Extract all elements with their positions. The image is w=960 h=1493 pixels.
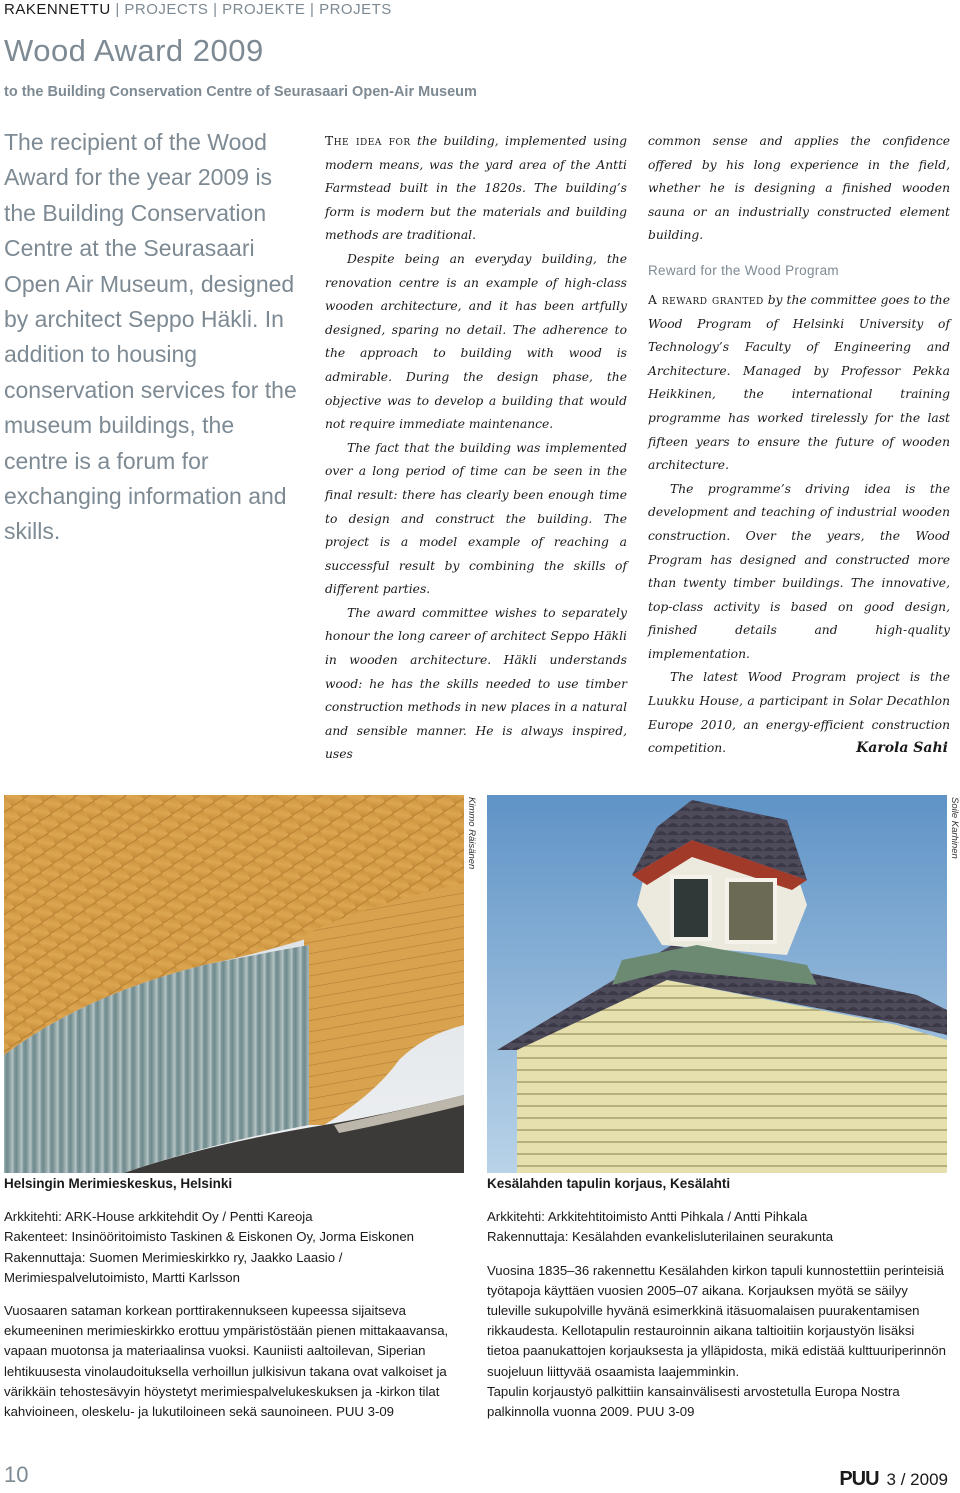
caption-right-developer: Rakennuttaja: Kesälahden evankelisluterilainen seurakunta [487, 1229, 834, 1245]
page-subtitle: to the Building Conservation Centre of Seurasaari Open-Air Museum [4, 84, 477, 100]
section-label-secondary: | PROJECTS | PROJEKTE | PROJETS [115, 1, 392, 18]
caption-left-body: Vuosaaren sataman korkean porttirakennukseen kupeessa sijaitseva ekumeeninen merimieskirkko erottuu ympäristöstään pienen mittakaavansa, vapaan muotonsa ja materiaalinsa vuoksi. Kauniisti aaltoilevan, Siperian lehtikuusesta vinolaudoituksella verhoillun julkisivun takana ovat valkoiset ja värikkäin tehostesävyin höystetyt merimiespalvelukeskuksen ja -kirkon tilat kahvioineen, oleskelu- ja lukutiloineen sekä saunoineen. PUU 3-09 [4, 1303, 449, 1420]
article-paragraph-5: common sense and applies the confidence offered by his long experience in the field, whether he is designing a finished wooden sauna or an industrially constructed element building. [648, 134, 950, 243]
article-paragraph-1: the building, implemented using modern means, was the yard area of the Antti Farmstead built in the 1820s. The building’s form is modern but the materials and building methods are traditional. [325, 134, 627, 243]
photo-credit-left: Kimmo Räisänen [466, 797, 477, 870]
caption-left [4, 1174, 464, 1422]
caption-right-body: Vuosina 1835–36 rakennettu Kesälahden kirkon tapuli kunnostettiin perinteisiä työtapoja käyttäen vuosien 2005–07 aikana. Korjauksen myötä se säilyy tuleville sukupolville hyvänä esimerkkinä itäsuomalaisen puurakentamisen rikkaudesta. Kellotapulin restauroinnin aikana taltioitiin korjaustyön lisäksi tietoa paanukattojen korjauksesta ja ylläpidosta, mikä edistää kulttuuriperinnön suojeluun liittyvää osaamista laajemminkin. [487, 1262, 946, 1379]
lead-paragraph: The recipient of the Wood Award for the year 2009 is the Building Conservation Centre at the Seurasaari Open Air Museum, designed by architect Seppo Häkli. In addition to housing conservation services for the museum buildings, the centre is a forum for exchanging information and skills. [4, 129, 297, 545]
article-column-1 [325, 130, 627, 767]
article-paragraph-2: Despite being an everyday building, the renovation centre is an example of high-class wooden architecture, and it has been artfully designed, sparing no detail. The adherence to the approach to building with wood is admirable. During the design phase, the objective was to develop a building that would not require immediate maintenance. [325, 251, 627, 432]
caption-left-title: Helsingin Merimieskeskus, Helsinki [4, 1176, 233, 1191]
caption-right-body-2: Tapulin korjaustyö palkittiin kansainvälisesti arvostetulla Europa Nostra palkinnolla vuonna 2009. PUU 3-09 [487, 1383, 900, 1420]
article-paragraph-8: The latest Wood Program project is the Luukku House, a participant in Solar Decathlon Europe 2010, an energy-efficient construction competition. [648, 670, 950, 756]
caption-left-developer: Rakennuttaja: Suomen Merimieskirkko ry, Jaakko Laasio / Merimiespalvelutoimisto, Martti Karlsson [4, 1249, 343, 1285]
caption-right-architect: Arkkitehti: Arkkitehtitoimisto Antti Pihkala / Antti Pihkala [487, 1209, 808, 1225]
page-number: 10 [4, 1462, 29, 1487]
article-column-2 [648, 130, 950, 761]
caption-left-architect: Arkkitehti: ARK-House arkkitehdit Oy / Pentti Kareoja [4, 1209, 313, 1225]
author-byline: Karola Sahi [856, 740, 948, 756]
section-label [4, 1, 392, 18]
drop-in-smallcaps: The idea for [325, 134, 411, 148]
page-title: Wood Award 2009 [4, 33, 264, 68]
caption-right [487, 1174, 947, 1422]
caption-left-structures: Rakenteet: Insinööritoimisto Taskinen & Eiskonen Oy, Jorma Eiskonen [4, 1229, 414, 1245]
magazine-logo: PUU [839, 1468, 879, 1490]
article-subheading: Reward for the Wood Program [648, 262, 839, 278]
article-paragraph-3: The fact that the building was implemented over a long period of time can be seen in the final result: there has clearly been enough time to design and construct the building. The project is a model example of reaching a successful result by combining the skills of different parties. [325, 440, 627, 597]
article-paragraph-7: The programme’s driving idea is the development and teaching of industrial wooden construction. Over the years, the Wood Program has designed and constructed more than twenty timber buildings. The innovative, top-class activity is based on good design, finished details and high-quality implementation. [648, 481, 950, 661]
photo-bell-tower [487, 795, 947, 1173]
drop-in-smallcaps-2: A reward granted [648, 292, 764, 307]
caption-right-title: Kesälahden tapulin korjaus, Kesälahti [487, 1176, 731, 1191]
article-paragraph-6: by the committee goes to the Wood Program of Helsinki University of Technology’s Faculty of Engineering and Architecture. Managed by Professor Pekka Heikkinen, the international training programme has worked tirelessly for the last fifteen years to ensure the future of wooden architecture. [648, 292, 950, 473]
issue-number: 3 / 2009 [886, 1470, 948, 1489]
photo-credit-right: Soile Karhinen [949, 797, 960, 859]
photo-seamens-centre [4, 795, 464, 1173]
article-paragraph-4: The award committee wishes to separately honour the long career of architect Seppo Häkli in wooden architecture. Häkli understands wood: he has the skills needed to use timber construction methods in new places in a natural and sensible manner. He is always inspired, uses [325, 605, 627, 762]
section-label-primary: RAKENNETTU [4, 1, 111, 18]
footer-issue [839, 1468, 948, 1491]
